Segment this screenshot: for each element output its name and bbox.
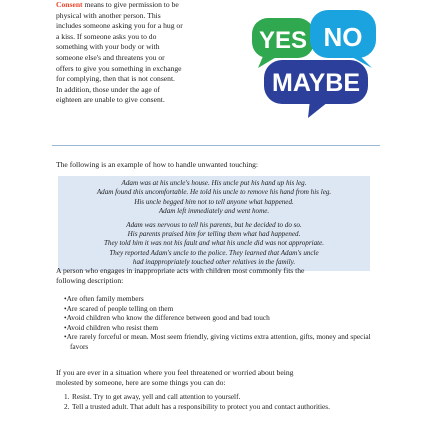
consent-definition — [56, 0, 246, 106]
step-number: 1. — [64, 392, 70, 401]
consent-line: a kiss. If someone asks you to do — [56, 31, 157, 41]
yes-no-maybe-illustration — [250, 6, 380, 120]
consent-line: something with your body or with — [56, 42, 160, 52]
list-item — [64, 402, 380, 412]
story-line: Adam was at his uncle's house. His uncle put his hand up his leg. — [121, 179, 307, 187]
list-item: • Are rarely forceful or mean. Most seem friendly, giving victims extra attention, gifts, money and special favors — [64, 332, 374, 351]
consent-term: Consent — [56, 0, 83, 9]
story-line: His uncle begged him not to tell anyone what happened. — [134, 197, 294, 206]
list-item: • Are often family members — [64, 294, 374, 304]
consent-line: offers to give you something in exchange — [56, 63, 182, 73]
step-text: Tell a trusted adult. That adult has a responsibility to protect you and contact authorities. — [72, 401, 330, 411]
consent-line: In addition, those under the age of — [56, 84, 160, 94]
example-lead: The following is an example of how to handle unwanted touching: — [56, 160, 259, 169]
story-line: Adam was nervous to tell his parents, but he decided to do so. — [126, 220, 302, 229]
consent-line: physical with another person. This — [56, 10, 161, 20]
offender-description — [56, 266, 376, 286]
story-line: Adam found this uncomfortable. He told his uncle to remove his hand from his leg. — [96, 188, 332, 197]
consent-line: someone else's and threatens you or — [56, 52, 165, 62]
story-line: His parents praised him for telling them what had happened. — [127, 230, 301, 239]
consent-line: means to give permission to be — [82, 0, 179, 9]
situation-line: If you are ever in a situation where you feel threatened or worried about being — [56, 368, 294, 377]
story-line: had inappropriately touched other relatives in the family. — [132, 258, 296, 267]
story-line: Adam left immediately and went home. — [158, 207, 270, 216]
list-item: • Avoid children who know the difference between good and bad touch — [64, 313, 374, 323]
example-story-box — [58, 176, 370, 271]
list-item — [64, 392, 380, 402]
story-line: They told him it was not his fault and what his uncle did was not appropriate. — [103, 239, 325, 248]
story-paragraph — [62, 221, 366, 268]
situation-intro — [56, 368, 376, 388]
section-divider — [52, 145, 380, 146]
offender-traits-list — [64, 294, 374, 351]
maybe-bubble-text: MAYBE — [272, 69, 360, 97]
story-line: They reported Adam's uncle to the police. They learned that Adam's uncle — [109, 248, 319, 257]
situation-line: molested by someone, here are some things you can do: — [56, 378, 226, 387]
consent-line: for complying, then that is not consent. — [56, 74, 175, 84]
consent-line: includes someone asking you for a hug or — [56, 21, 183, 31]
no-speech-bubble — [310, 10, 376, 68]
yes-bubble-text: YES — [258, 27, 308, 54]
step-text: Resist. Try to get away, yell and call attention to yourself. — [72, 392, 241, 401]
story-paragraph — [62, 179, 366, 217]
maybe-speech-bubble — [264, 60, 368, 118]
step-number: 2. — [64, 401, 70, 411]
list-item: • Are scared of people telling on them — [64, 304, 374, 314]
safety-steps-list — [64, 392, 380, 411]
list-item: • Avoid children who resist them — [64, 323, 374, 333]
no-bubble-text: NO — [323, 22, 363, 52]
description-line: A person who engages in inappropriate acts with children most commonly fits the — [56, 266, 305, 275]
consent-line: eighteen are unable to give consent. — [56, 95, 165, 105]
description-line: following description: — [56, 276, 124, 285]
